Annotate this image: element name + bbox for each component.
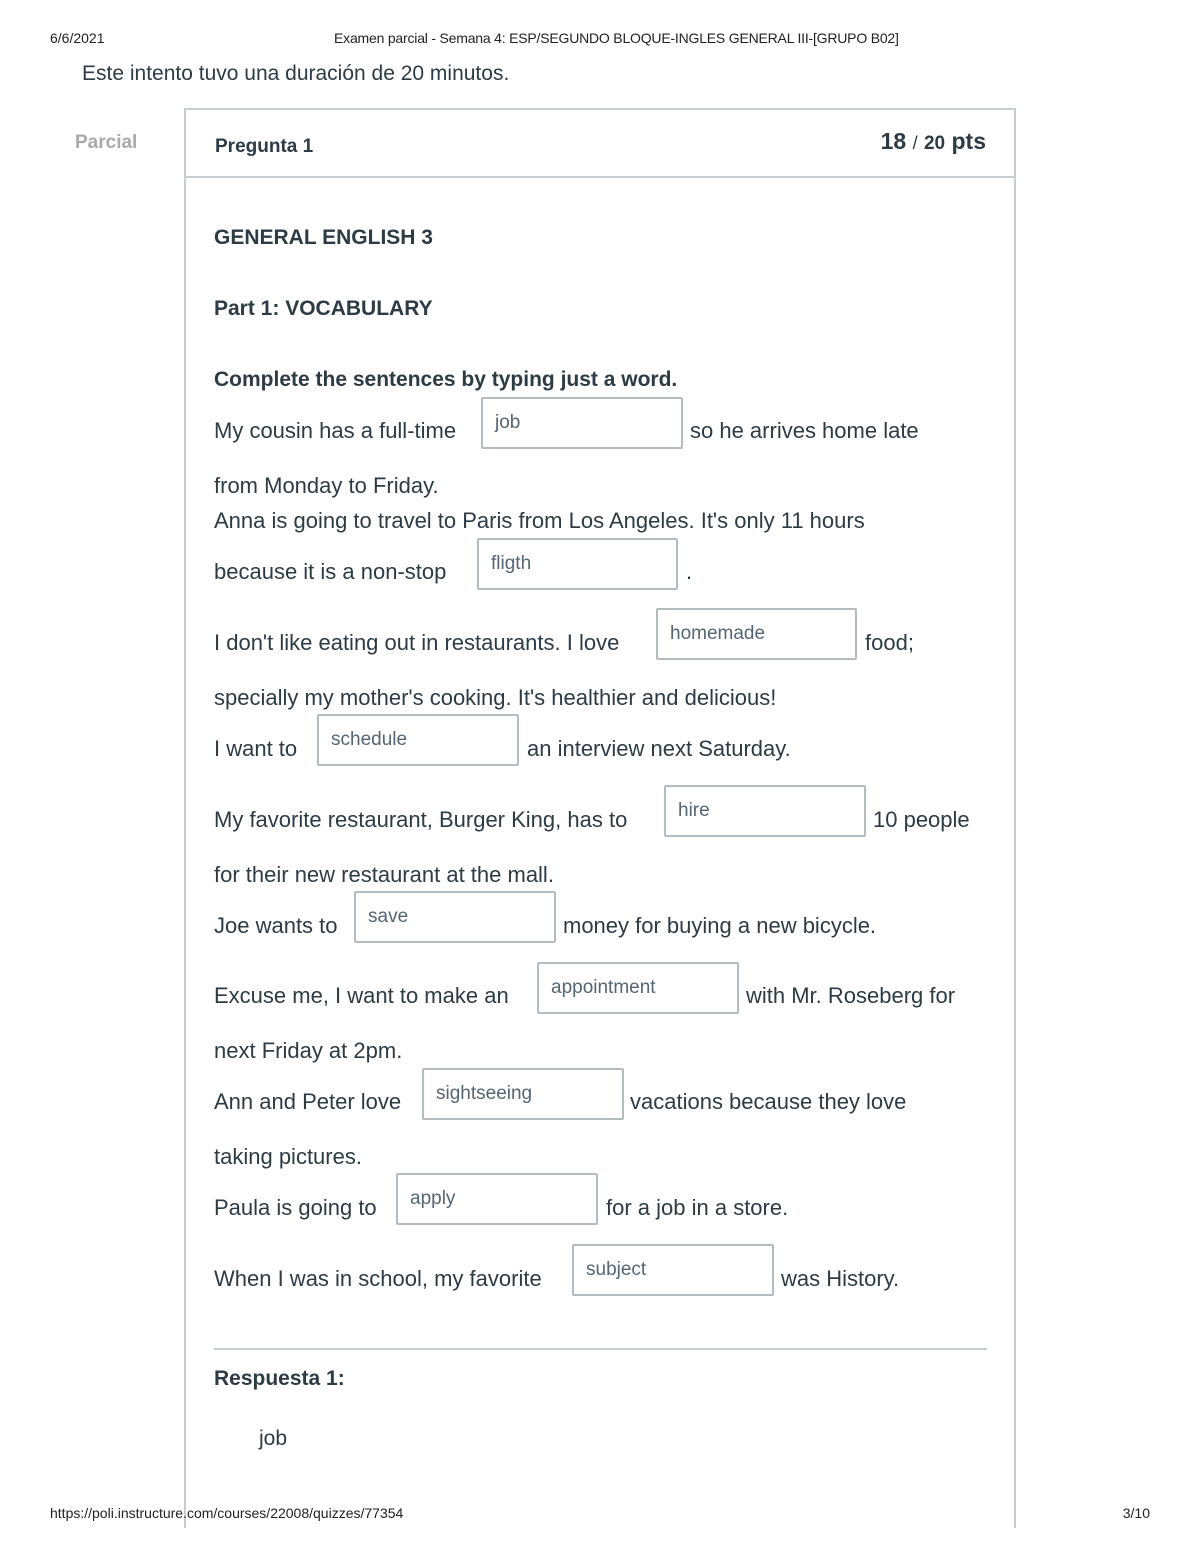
- sentence-9-after: for a job in a store.: [606, 1195, 789, 1220]
- answer-label: Respuesta 1:: [214, 1367, 345, 1390]
- sentence-5-answer-field[interactable]: hire: [664, 785, 866, 837]
- sentence-7-before: Excuse me, I want to make an: [214, 983, 509, 1008]
- sentence-7-after: with Mr. Roseberg for: [746, 983, 956, 1008]
- print-url: https://poli.instructure.com/courses/22008/quizzes/77354: [50, 1505, 404, 1521]
- sentence-10-after: was History.: [781, 1266, 900, 1291]
- sentence-1-after: so he arrives home late: [690, 418, 919, 443]
- answer-separator: [214, 1348, 987, 1350]
- sentence-2-after: .: [686, 559, 693, 584]
- sentence-3-answer-field[interactable]: homemade: [656, 608, 857, 660]
- attempt-duration: Este intento tuvo una duración de 20 minutos.: [82, 62, 510, 85]
- print-page-title: Examen parcial - Semana 4: ESP/SEGUNDO BLOQUE-INGLES GENERAL III-[GRUPO B02]: [334, 30, 899, 46]
- sentence-5-continuation: for their new restaurant at the mall.: [214, 862, 554, 887]
- sentence-7-answer-field[interactable]: appointment: [537, 962, 739, 1014]
- sentence-8-before: Ann and Peter love: [214, 1089, 402, 1114]
- sentence-8-after: vacations because they love: [630, 1089, 907, 1114]
- sentence-1-continuation: from Monday to Friday.: [214, 473, 439, 498]
- sentence-5-before: My favorite restaurant, Burger King, has to: [214, 807, 628, 832]
- instruction: Complete the sentences by typing just a word.: [214, 368, 678, 391]
- sentence-9-before: Paula is going to: [214, 1195, 377, 1220]
- sentence-2-before: because it is a non-stop: [214, 559, 447, 584]
- sentence-1-answer-field[interactable]: job: [481, 397, 683, 449]
- sentence-3-continuation: specially my mother's cooking. It's healthier and delicious!: [214, 685, 777, 710]
- question-name: Pregunta 1: [215, 136, 314, 157]
- status-label: Parcial: [75, 132, 138, 153]
- sentence-3-before: I don't like eating out in restaurants. I love: [214, 630, 620, 655]
- sentence-8-continuation: taking pictures.: [214, 1144, 362, 1169]
- sentence-2-line1: Anna is going to travel to Paris from Los Angeles. It's only 11 hours: [214, 508, 865, 533]
- sentence-10-before: When I was in school, my favorite: [214, 1266, 542, 1291]
- answer-value: job: [259, 1427, 288, 1450]
- sentence-3-after: food;: [865, 630, 914, 655]
- print-date: 6/6/2021: [50, 30, 105, 46]
- print-page-number: 3/10: [1122, 1505, 1150, 1521]
- sentence-6-before: Joe wants to: [214, 913, 338, 938]
- sentence-4-after: an interview next Saturday.: [527, 736, 791, 761]
- question-points: [881, 128, 986, 155]
- print-header: [50, 30, 1150, 50]
- print-footer: [50, 1505, 1150, 1525]
- points-unit: pts: [951, 128, 986, 154]
- sentence-2-answer-field[interactable]: fligth: [477, 538, 678, 590]
- sentence-1-before: My cousin has a full-time: [214, 418, 457, 443]
- sentence-9-answer-field[interactable]: apply: [396, 1173, 598, 1225]
- sentence-8-answer-field[interactable]: sightseeing: [422, 1068, 624, 1120]
- sentence-5-after: 10 people: [873, 807, 970, 832]
- sentence-6-answer-field[interactable]: save: [354, 891, 556, 943]
- points-possible: 20: [923, 133, 946, 154]
- question-heading: GENERAL ENGLISH 3: [214, 226, 433, 249]
- points-slash: /: [912, 133, 918, 153]
- sentence-4-before: I want to: [214, 736, 298, 761]
- sentence-6-after: money for buying a new bicycle.: [563, 913, 877, 938]
- part-title: Part 1: VOCABULARY: [214, 297, 433, 320]
- sentence-10-answer-field[interactable]: subject: [572, 1244, 774, 1296]
- points-score: 18: [880, 128, 907, 154]
- question-header: [186, 110, 1014, 178]
- sentence-7-continuation: next Friday at 2pm.: [214, 1038, 403, 1063]
- sentence-4-answer-field[interactable]: schedule: [317, 714, 519, 766]
